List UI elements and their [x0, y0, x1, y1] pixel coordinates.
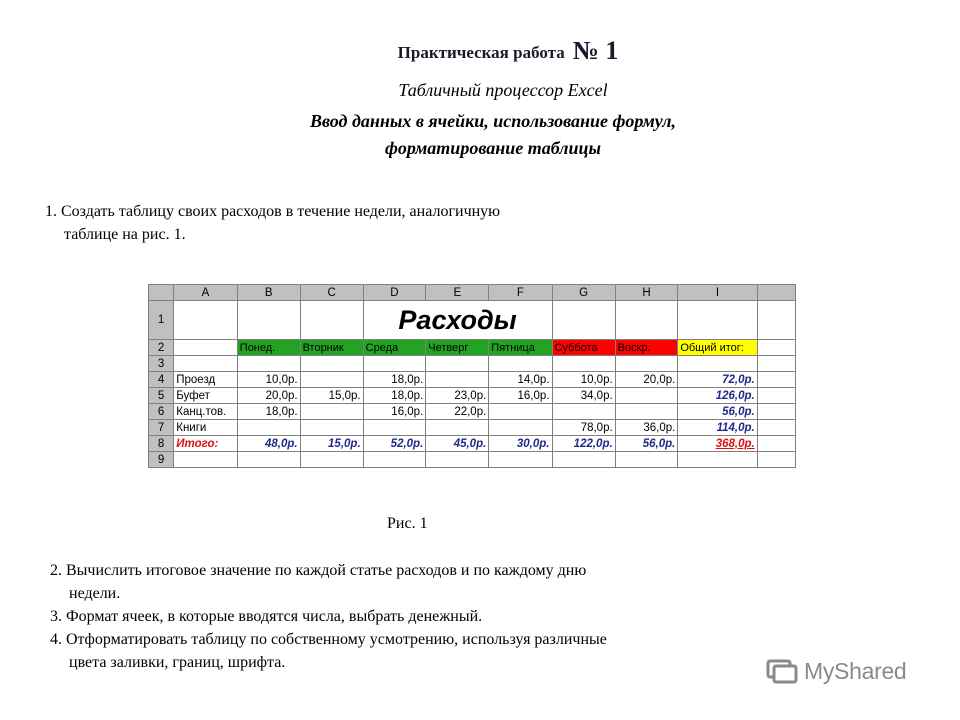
col-header-d[interactable]: D [363, 285, 426, 301]
myshared-logo-icon [766, 658, 798, 684]
cell[interactable] [489, 420, 552, 436]
col-header-h[interactable]: H [615, 285, 678, 301]
cell[interactable] [300, 301, 363, 340]
col-header-g[interactable]: G [552, 285, 615, 301]
col-header-a[interactable]: A [174, 285, 238, 301]
cell[interactable] [757, 452, 795, 468]
cell[interactable]: 22,0р. [426, 404, 489, 420]
row-label[interactable]: Канц.тов. [174, 404, 238, 420]
watermark-text: MyShared [804, 657, 907, 684]
cell[interactable] [174, 301, 238, 340]
cell[interactable] [615, 452, 678, 468]
day-total[interactable]: 15,0р. [300, 436, 363, 452]
cell[interactable]: 20,0р. [237, 388, 300, 404]
cell[interactable] [757, 436, 795, 452]
cell[interactable] [552, 404, 615, 420]
cell[interactable]: 10,0р. [237, 372, 300, 388]
day-header-fri[interactable]: Пятница [489, 340, 552, 356]
cell[interactable] [678, 452, 757, 468]
task-4 [50, 628, 730, 674]
table-row [149, 340, 796, 356]
cell[interactable] [757, 356, 795, 372]
day-total[interactable]: 30,0р. [489, 436, 552, 452]
row-header-5[interactable]: 5 [149, 388, 174, 404]
cell[interactable] [757, 404, 795, 420]
figure-caption: Рис. 1 [387, 515, 428, 532]
row-header-9[interactable]: 9 [149, 452, 174, 468]
table-row [149, 452, 796, 468]
task-1 [45, 200, 605, 246]
cell[interactable] [237, 420, 300, 436]
col-header-b[interactable]: B [237, 285, 300, 301]
row-header-1[interactable]: 1 [149, 301, 174, 340]
document-title [0, 36, 960, 66]
cell[interactable]: 18,0р. [237, 404, 300, 420]
topic [0, 108, 960, 162]
table-row [149, 388, 796, 404]
col-header-i[interactable]: I [678, 285, 757, 301]
table-row [149, 420, 796, 436]
task-3-line1: 3. Формат ячеек, в которые вводятся числа, выбрать денежный. [50, 608, 483, 625]
table-row [149, 404, 796, 420]
cell[interactable] [489, 452, 552, 468]
cell[interactable]: 23,0р. [426, 388, 489, 404]
row-total[interactable]: 56,0р. [678, 404, 757, 420]
cell[interactable] [757, 420, 795, 436]
cell[interactable] [426, 452, 489, 468]
cell[interactable] [174, 452, 238, 468]
task-3 [50, 605, 482, 628]
cell[interactable]: 15,0р. [300, 388, 363, 404]
column-header-row [149, 285, 796, 301]
row-total[interactable]: 114,0р. [678, 420, 757, 436]
row-header-8[interactable]: 8 [149, 436, 174, 452]
cell[interactable] [174, 340, 238, 356]
cell[interactable] [237, 452, 300, 468]
col-header-c[interactable]: C [300, 285, 363, 301]
cell[interactable]: 16,0р. [489, 388, 552, 404]
table-row [149, 372, 796, 388]
cell[interactable] [300, 372, 363, 388]
task-4-line2: цвета заливки, границ, шрифта. [69, 654, 286, 671]
task-1-line2: таблице на рис. 1. [64, 226, 186, 243]
row-label[interactable]: Буфет [174, 388, 238, 404]
row-header-4[interactable]: 4 [149, 372, 174, 388]
cell[interactable] [678, 356, 757, 372]
cell[interactable]: 14,0р. [489, 372, 552, 388]
totals-row [149, 436, 796, 452]
day-total[interactable]: 45,0р. [426, 436, 489, 452]
total-header[interactable]: Общий итог: [678, 340, 757, 356]
day-header-sat[interactable]: Суббота [552, 340, 615, 356]
cell[interactable] [300, 420, 363, 436]
topic-text: Ввод данных в ячейки, использование формул, форматирование таблицы [309, 111, 677, 158]
cell[interactable] [757, 301, 795, 340]
row-total[interactable]: 72,0р. [678, 372, 757, 388]
task-1-line1: 1. Создать таблицу своих расходов в течение недели, аналогичную [45, 203, 501, 220]
day-total[interactable]: 48,0р. [237, 436, 300, 452]
cell[interactable] [757, 372, 795, 388]
day-header-thu[interactable]: Четверг [426, 340, 489, 356]
day-header-sun[interactable]: Воскр. [615, 340, 678, 356]
grand-total[interactable]: 368,0р. [678, 436, 757, 452]
cell[interactable]: 34,0р. [552, 388, 615, 404]
cell[interactable] [615, 356, 678, 372]
cell[interactable] [489, 404, 552, 420]
title-text: Практическая работа [397, 43, 565, 62]
cell[interactable] [615, 388, 678, 404]
cell[interactable] [237, 356, 300, 372]
row-header-7[interactable]: 7 [149, 420, 174, 436]
cell[interactable] [363, 356, 426, 372]
col-header-j[interactable] [757, 285, 795, 301]
day-header-wed[interactable]: Среда [363, 340, 426, 356]
cell[interactable] [678, 301, 757, 340]
cell[interactable]: 20,0р. [615, 372, 678, 388]
row-total[interactable]: 126,0р. [678, 388, 757, 404]
sheet-title-cell[interactable]: Расходы [363, 301, 552, 340]
row-header-3[interactable]: 3 [149, 356, 174, 372]
row-header-6[interactable]: 6 [149, 404, 174, 420]
col-header-e[interactable]: E [426, 285, 489, 301]
cell[interactable] [174, 356, 238, 372]
row-header-2[interactable]: 2 [149, 340, 174, 356]
day-total[interactable]: 56,0р. [615, 436, 678, 452]
cell[interactable] [426, 356, 489, 372]
task-2-line1: 2. Вычислить итоговое значение по каждой статье расходов и по каждому дню [50, 562, 587, 579]
cell[interactable] [300, 404, 363, 420]
title-number: № 1 [572, 36, 619, 65]
table-row [149, 356, 796, 372]
cell[interactable] [363, 452, 426, 468]
col-header-f[interactable]: F [489, 285, 552, 301]
task-2 [50, 559, 710, 605]
cell[interactable] [552, 301, 615, 340]
table-row [149, 301, 796, 340]
cell[interactable] [489, 356, 552, 372]
day-header-mon[interactable]: Понед. [237, 340, 300, 356]
day-total[interactable]: 122,0р. [552, 436, 615, 452]
cell[interactable] [552, 356, 615, 372]
day-header-tue[interactable]: Вторник [300, 340, 363, 356]
cell[interactable] [552, 452, 615, 468]
cell[interactable]: 18,0р. [363, 388, 426, 404]
cell[interactable] [300, 452, 363, 468]
spreadsheet-grid [148, 284, 796, 468]
task-2-line2: недели. [69, 585, 121, 602]
cell[interactable]: 36,0р. [615, 420, 678, 436]
cell[interactable] [615, 404, 678, 420]
cell[interactable] [426, 372, 489, 388]
cell[interactable] [237, 301, 300, 340]
cell[interactable]: 16,0р. [363, 404, 426, 420]
cell[interactable] [363, 420, 426, 436]
totals-label[interactable]: Итого: [174, 436, 238, 452]
select-all-corner[interactable] [149, 285, 174, 301]
cell[interactable] [757, 340, 795, 356]
subtitle: Табличный процессор Excel [398, 80, 608, 100]
cell[interactable] [757, 388, 795, 404]
row-label[interactable]: Проезд [174, 372, 238, 388]
cell[interactable]: 18,0р. [363, 372, 426, 388]
watermark [766, 656, 906, 686]
spreadsheet-figure [148, 284, 796, 484]
day-total[interactable]: 52,0р. [363, 436, 426, 452]
task-4-line1: 4. Отформатировать таблицу по собственному усмотрению, используя различные [50, 631, 607, 648]
cell[interactable]: 78,0р. [552, 420, 615, 436]
cell[interactable] [615, 301, 678, 340]
cell[interactable] [426, 420, 489, 436]
cell[interactable]: 10,0р. [552, 372, 615, 388]
row-label[interactable]: Книги [174, 420, 238, 436]
cell[interactable] [300, 356, 363, 372]
